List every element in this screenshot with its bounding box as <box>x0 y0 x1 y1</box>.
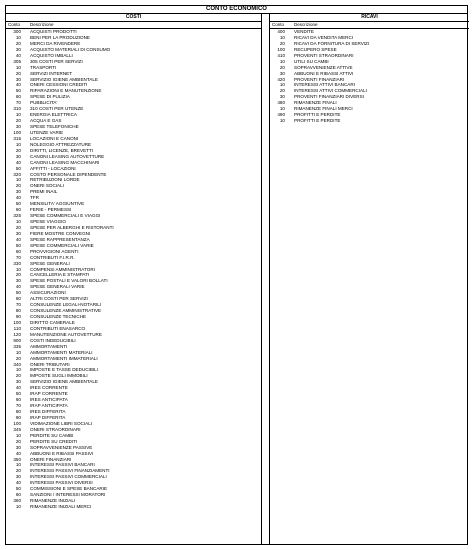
costi-conto-code: 30 <box>15 474 21 480</box>
costi-descrizione: IRAP DIFFERITA <box>30 414 66 420</box>
ricavi-conto-code: 490 <box>277 112 285 118</box>
ricavi-conto-code: 10 <box>279 34 285 40</box>
costi-conto-code: 30 <box>15 444 21 450</box>
costi-conto-code: 300 <box>13 29 21 34</box>
costi-descrizione: PUBBLICITA' <box>30 100 58 106</box>
costi-descrizione: CONSULENZE LEGALI-NOTARILI <box>30 302 102 308</box>
ricavi-conto-code: 410 <box>277 52 285 58</box>
costi-conto-code: 30 <box>15 230 21 236</box>
costi-conto-code: 350 <box>13 456 21 462</box>
costi-descrizione: PERDITE SU CAMBI <box>30 432 74 438</box>
ricavi-descrizione: ABBUONI E RIBASSI ATTIVI <box>294 70 354 76</box>
costi-col-conto: Conto <box>8 22 21 27</box>
ricavi-rows <box>270 29 469 124</box>
costi-conto-code: 70 <box>15 254 21 260</box>
costi-conto-code: 80 <box>15 409 21 414</box>
costi-descrizione: ACQUISTI PRODOTTI <box>30 29 77 34</box>
costi-conto-code: 40 <box>15 284 21 290</box>
costi-descrizione: COSTO PERSONALE DIPENDENTE <box>30 171 107 177</box>
costi-descrizione: VIDIMAZIONE LIBRI SOCIALI <box>30 420 93 426</box>
costi-conto-code: 50 <box>15 88 21 94</box>
ricavi-conto-code: 10 <box>279 106 285 112</box>
costi-descrizione: MERCI DA RIVENDERE <box>30 40 81 46</box>
costi-descrizione: IMPOSTE SUGLI IMMOBILI <box>30 373 88 379</box>
ricavi-conto-code: 10 <box>279 82 285 88</box>
costi-heading: COSTI <box>6 14 261 22</box>
costi-descrizione: DIRITTI, LICENZE, BREVETTI <box>30 147 94 153</box>
ricavi-conto-code: 100 <box>277 46 285 52</box>
costi-descrizione: AMMORTAMENTI MATERIALI <box>30 349 93 355</box>
costi-conto-code: 70 <box>15 302 21 308</box>
costi-conto-code: 20 <box>15 147 21 153</box>
costi-rows <box>6 29 261 510</box>
costi-descrizione: SPESE POSTALI E VALORI BOLLATI <box>30 278 108 284</box>
costi-descrizione: DIRITTO CAMERALE <box>30 319 75 325</box>
costi-descrizione: SANZIONI / INTERESSI MORATORI <box>30 492 106 498</box>
costi-conto-code: 10 <box>15 34 21 40</box>
costi-conto-code: 50 <box>15 290 21 296</box>
costi-conto-code: 50 <box>15 165 21 171</box>
costi-conto-code: 335 <box>13 343 21 349</box>
ricavi-conto-code: 10 <box>279 118 285 124</box>
costi-descrizione: PROVVIGIONI AGENTI <box>30 248 79 254</box>
costi-descrizione: SERVIZIO IGIENE AMBIENTALE <box>30 76 98 82</box>
costi-conto-code: 20 <box>15 373 21 379</box>
costi-descrizione: CONSULENZE AMMINISTRATIVE <box>30 308 102 314</box>
costi-descrizione: BENI PER LA PRODUZIONE <box>30 34 90 40</box>
costi-descrizione: ACQUISTO MATERIALI DI CONSUMO <box>30 46 111 52</box>
costi-descrizione: AMMORTAMENTI <box>30 343 68 349</box>
costi-conto-code: 90 <box>15 414 21 420</box>
costi-conto-code: 340 <box>13 361 21 367</box>
costi-descrizione: IRAP ANTICIPATA <box>30 403 68 409</box>
costi-table-row <box>6 504 261 510</box>
ricavi-descrizione: UTILI SU CAMBI <box>294 58 329 64</box>
ricavi-conto-code: 400 <box>277 29 285 34</box>
costi-conto-code: 320 <box>13 171 21 177</box>
costi-conto-code: 20 <box>15 224 21 230</box>
ricavi-descrizione: PROVENTI FINANZIARI <box>294 76 345 82</box>
costi-conto-code: 110 <box>13 325 21 331</box>
costi-conto-code: 330 <box>13 260 21 266</box>
costi-conto-code: 10 <box>15 177 21 183</box>
costi-conto-code: 60 <box>15 492 21 498</box>
costi-descrizione: PERDITE SU CREDITI <box>30 438 78 444</box>
costi-conto-code: 40 <box>15 236 21 242</box>
costi-descrizione: SERVIZI INTERNET <box>30 70 73 76</box>
costi-conto-code: 10 <box>15 504 21 509</box>
ricavi-descrizione: INTERESSI ATTIVI BANCARI <box>294 82 355 88</box>
costi-descrizione: RIPARAZIONI E MANUTENZIONE <box>30 88 102 94</box>
costi-conto-code: 360 <box>13 498 21 504</box>
costi-conto-code: 50 <box>15 486 21 492</box>
ricavi-descrizione: PROVENTI FINANZIARI DIVERSI <box>294 94 364 100</box>
costi-descrizione: UTENZE VARIE <box>30 129 64 135</box>
costi-descrizione: IRES ANTICIPATA <box>30 397 68 403</box>
costi-conto-code: 900 <box>13 337 21 343</box>
costi-descrizione: SPESE VIAGGIO <box>30 219 66 224</box>
costi-conto-code: 325 <box>13 213 21 219</box>
costi-conto-code: 120 <box>13 331 21 337</box>
ricavi-table-row <box>270 118 469 124</box>
costi-conto-code: 10 <box>15 112 21 118</box>
costi-conto-code: 70 <box>15 403 21 409</box>
costi-descrizione: ACQUA E GAS <box>30 118 62 124</box>
ricavi-conto-code: 20 <box>279 40 285 46</box>
costi-descrizione: INTERESSI PASSIVI BANCARI <box>30 462 95 468</box>
costi-conto-code: 40 <box>15 82 21 88</box>
ricavi-descrizione: PROFITTI E PERDITE <box>294 112 341 118</box>
costi-descrizione: MENSILITA' AGGIUNTIVE <box>30 201 85 207</box>
costi-conto-code: 30 <box>15 124 21 129</box>
costi-conto-code: 315 <box>13 135 21 141</box>
costi-descrizione: MANUTENZIONE AUTOVETTURE <box>30 331 102 337</box>
ricavi-descrizione: RICAVI DA FORNITURA DI SERVIZI <box>294 40 370 46</box>
costi-conto-code: 20 <box>15 272 21 278</box>
costi-conto-code: 100 <box>13 420 21 426</box>
costi-conto-code: 10 <box>15 266 21 272</box>
ricavi-conto-code: 420 <box>277 76 285 82</box>
costi-descrizione: SPESE DI PULIZIA <box>30 94 70 100</box>
costi-descrizione: RETRIBUZIONI LORDE <box>30 177 80 183</box>
costi-conto-code: 30 <box>15 46 21 52</box>
costi-conto-code: 345 <box>13 426 21 432</box>
costi-conto-code: 40 <box>15 195 21 201</box>
costi-descrizione: ONERI STRAORDINARI <box>30 426 81 432</box>
costi-descrizione: RIMANENZE INIZIALI MERCI <box>30 504 92 509</box>
costi-conto-code: 30 <box>15 379 21 385</box>
ricavi-conto-code: 30 <box>279 70 285 76</box>
costi-descrizione: AFFITTI - LOCAZIONI <box>30 165 76 171</box>
ricavi-conto-code: 480 <box>277 100 285 106</box>
costi-conto-code: 90 <box>15 314 21 319</box>
costi-descrizione: ASSICURAZIONI <box>30 290 66 296</box>
costi-descrizione: ABBUONI E RIBASSI PASSIVI <box>30 450 94 456</box>
costi-conto-code: 20 <box>15 438 21 444</box>
costi-descrizione: TRASPORTI <box>30 64 57 70</box>
costi-descrizione: ONERI SOCIALI <box>30 183 64 189</box>
costi-conto-code: 40 <box>15 385 21 391</box>
costi-conto-code: 30 <box>15 189 21 195</box>
costi-descrizione: PREMI INAIL <box>30 189 58 195</box>
costi-section <box>6 14 262 544</box>
costi-conto-code: 50 <box>15 201 21 207</box>
costi-conto-code: 20 <box>15 183 21 189</box>
costi-descrizione: ACQUISTO IMBALLI <box>30 52 73 58</box>
costi-conto-code: 50 <box>15 391 21 397</box>
costi-conto-code: 310 <box>13 106 21 112</box>
page-title: CONTO ECONOMICO <box>6 6 467 14</box>
ricavi-heading: RICAVI <box>270 14 469 22</box>
costi-descrizione: SERVIZIO IGIENE AMBIENTALE <box>30 379 98 385</box>
costi-conto-code: 20 <box>15 40 21 46</box>
costi-conto-code: 10 <box>15 367 21 373</box>
costi-descrizione: INTERESSI PASSIVI COMMERCIALI <box>30 474 107 480</box>
costi-conto-code: 20 <box>15 355 21 361</box>
costi-conto-code: 30 <box>15 76 21 82</box>
costi-descrizione: COMPENSI AMMINISTRATORI <box>30 266 95 272</box>
costi-conto-code: 40 <box>15 480 21 486</box>
costi-conto-code: 20 <box>15 468 21 474</box>
costi-descrizione: COMMISSIONI E SPESE BANCARIE <box>30 486 108 492</box>
costi-conto-code: 10 <box>15 219 21 224</box>
costi-descrizione: 310 COSTI PER UTENZE <box>30 106 84 112</box>
costi-descrizione: SPESE GENERALI VARIE <box>30 284 85 290</box>
ricavi-section <box>269 14 469 544</box>
costi-conto-code: 40 <box>15 159 21 165</box>
costi-conto-code: 100 <box>13 129 21 135</box>
ricavi-conto-code: 30 <box>279 94 285 100</box>
ricavi-conto-code: 10 <box>279 58 285 64</box>
ricavi-conto-code: 20 <box>279 88 285 94</box>
ricavi-descrizione: VENDITE <box>294 29 314 34</box>
costi-conto-code: 60 <box>15 207 21 213</box>
ricavi-column-header <box>270 22 469 29</box>
costi-conto-code: 60 <box>15 296 21 302</box>
ricavi-col-conto: Conto <box>272 22 285 27</box>
conto-economico-sheet <box>5 5 468 545</box>
costi-descrizione: IRES DIFFERITA <box>30 409 66 414</box>
costi-conto-code: 20 <box>15 70 21 76</box>
costi-descrizione: SPESE COMMERCIALI VARIE <box>30 242 94 248</box>
costi-descrizione: NOLEGGIO ATTREZZATURE <box>30 141 92 147</box>
costi-descrizione: CONTRIBUTI ENASARCO <box>30 325 86 331</box>
costi-conto-code: 10 <box>15 349 21 355</box>
costi-conto-code: 10 <box>15 432 21 438</box>
costi-descrizione: ONERI CESSIONI CREDITI <box>30 82 88 88</box>
ricavi-descrizione: RIMANENZE FINALI MERCI <box>294 106 353 112</box>
costi-descrizione: 305 COSTI PER SERVIZI <box>30 58 83 64</box>
costi-descrizione: IRES CORRENTE <box>30 385 68 391</box>
costi-conto-code: 10 <box>15 462 21 468</box>
costi-conto-code: 70 <box>15 100 21 106</box>
costi-conto-code: 50 <box>15 242 21 248</box>
costi-descrizione: ALTRI COSTI PER SERVIZI <box>30 296 88 302</box>
ricavi-col-descrizione: Descrizione <box>294 22 318 27</box>
costi-descrizione: INTERESSI PASSIVI FINANZIAMENTI <box>30 468 110 474</box>
costi-descrizione: CONSULENZE TECNICHE <box>30 314 87 319</box>
ricavi-descrizione: INTERESSI ATTIVI COMMERCIALI <box>294 88 367 94</box>
costi-conto-code: 40 <box>15 450 21 456</box>
costi-descrizione: COSTI INDEDUCIBILI <box>30 337 76 343</box>
costi-descrizione: AMMORTAMENTI IMMATERIALI <box>30 355 98 361</box>
costi-descrizione: TFR <box>30 195 39 201</box>
costi-conto-code: 80 <box>15 308 21 314</box>
costi-descrizione: INTERESSI PASSIVI DIVERSI <box>30 480 93 486</box>
costi-conto-code: 100 <box>13 319 21 325</box>
costi-descrizione: SPESE COMMERCIALI E VIAGGI <box>30 213 101 219</box>
ricavi-descrizione: RICAVI DA VENDITA MERCI <box>294 34 354 40</box>
costi-conto-code: 10 <box>15 141 21 147</box>
costi-conto-code: 20 <box>15 118 21 124</box>
costi-descrizione: ENERGIA ELETTRICA <box>30 112 77 118</box>
costi-descrizione: RIMANENZE INIZIALI <box>30 498 76 504</box>
costi-descrizione: SPESE TELEFONICHE <box>30 124 79 129</box>
ricavi-descrizione: PROFITTI E PERDITE <box>294 118 341 124</box>
costi-descrizione: IRAP CORRENTE <box>30 391 68 397</box>
costi-descrizione: IMPOSTE E TASSE DEDUCIBILI <box>30 367 98 373</box>
costi-descrizione: ONERI FINANZIARI <box>30 456 72 462</box>
costi-conto-code: 30 <box>15 278 21 284</box>
costi-conto-code: 30 <box>15 153 21 159</box>
costi-conto-code: 60 <box>15 94 21 100</box>
costi-conto-code: 60 <box>15 397 21 403</box>
costi-descrizione: CANCELLERIA E STAMPATI <box>30 272 90 278</box>
costi-column-header <box>6 22 261 29</box>
costi-descrizione: SPESE RAPPRESENTANZA <box>30 236 90 242</box>
costi-col-descrizione: Descrizione <box>30 22 54 27</box>
costi-descrizione: FIERE MOSTRE CONVEGNI <box>30 230 91 236</box>
costi-descrizione: CONTRIBUTI F.I.R.R. <box>30 254 75 260</box>
costi-conto-code: 10 <box>15 64 21 70</box>
costi-descrizione: SPESE GENERALI <box>30 260 70 266</box>
costi-descrizione: ONERI TRIBUTARI <box>30 361 70 367</box>
ricavi-descrizione: RECUPERO SPESE <box>294 46 337 52</box>
costi-conto-code: 40 <box>15 52 21 58</box>
costi-descrizione: CANONI LEASING MACCHINARI <box>30 159 100 165</box>
ricavi-descrizione: SOPRAVVENIENZE ATTIVE <box>294 64 353 70</box>
costi-descrizione: SPESE PER ALBERGHI E RISTORANTI <box>30 224 114 230</box>
costi-descrizione: LOCAZIONI E CANONI <box>30 135 79 141</box>
costi-conto-code: 60 <box>15 248 21 254</box>
ricavi-conto-code: 20 <box>279 64 285 70</box>
costi-descrizione: SOPRAVVENIENZE PASSIVE <box>30 444 93 450</box>
costi-descrizione: CANONI LEASING AUTOVETTURE <box>30 153 105 159</box>
ricavi-descrizione: PROVENTI STRAORDINARI <box>294 52 354 58</box>
costi-descrizione: FERIE - PERMESSI <box>30 207 72 213</box>
ricavi-descrizione: RIMANENZE FINALI <box>294 100 337 106</box>
costi-conto-code: 305 <box>13 58 21 64</box>
